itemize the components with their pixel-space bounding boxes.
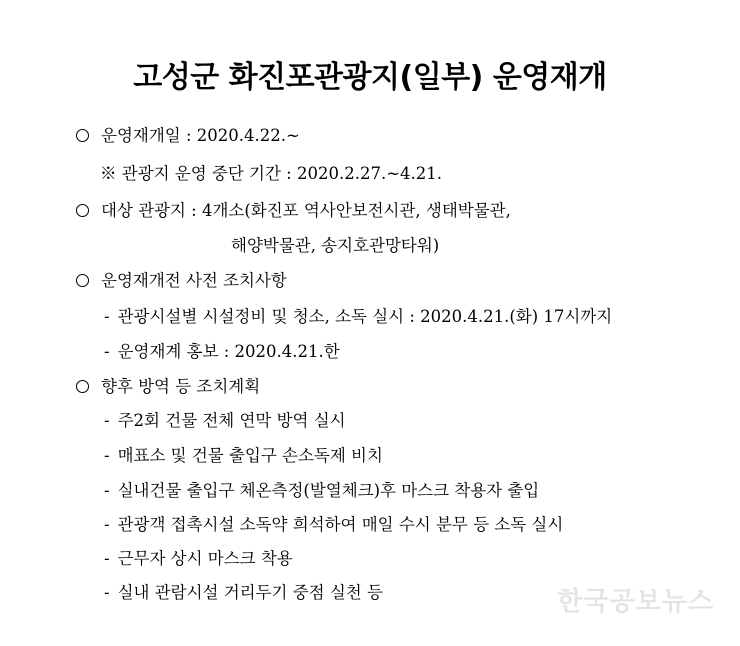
list-item [104, 341, 340, 363]
list-item [104, 445, 383, 467]
section-note: ※ 관광지 운영 중단 기간 : 2020.2.27.~4.21. [100, 164, 443, 183]
list-item-text: 실내 관람시설 거리두기 중점 실천 등 [117, 583, 383, 602]
section-reopen-date [76, 125, 300, 147]
section-label: 향후 방역 등 조치계획 [101, 377, 261, 396]
list-item [104, 514, 563, 536]
section-target-sites [76, 200, 511, 222]
dash-bullet: - [104, 342, 110, 361]
dash-bullet: - [104, 411, 110, 430]
dash-bullet: - [104, 515, 110, 534]
list-item-text: 근무자 상시 마스크 착용 [117, 549, 293, 568]
dash-bullet: - [104, 307, 110, 326]
circle-bullet-icon [76, 129, 89, 142]
section-label: 운영재개일 : 2020.4.22.~ [101, 126, 300, 145]
list-item-text: 매표소 및 건물 출입구 손소독제 비치 [117, 446, 383, 465]
section-label: 운영재개전 사전 조치사항 [101, 271, 287, 290]
circle-bullet-icon [76, 380, 89, 393]
list-item-text: 운영재계 홍보 : 2020.4.21.한 [117, 342, 340, 361]
dash-bullet: - [104, 583, 110, 602]
dash-bullet: - [104, 446, 110, 465]
list-item-text: 주2회 건물 전체 연막 방역 실시 [117, 411, 346, 430]
list-item [104, 582, 383, 604]
dash-bullet: - [104, 481, 110, 500]
list-item-text: 관광시설별 시설정비 및 청소, 소독 실시 : 2020.4.21.(화) 17시까지 [117, 307, 613, 326]
circle-bullet-icon [76, 274, 89, 287]
section-label: 대상 관광지 : 4개소(화진포 역사안보전시관, 생태박물관, [101, 201, 511, 220]
list-item-text: 관광객 접촉시설 소독약 희석하여 매일 수시 분무 등 소독 실시 [117, 515, 564, 534]
list-item-text: 실내건물 출입구 체온측정(발열체크)후 마스크 착용자 출입 [117, 481, 540, 500]
document-title: 고성군 화진포관광지(일부) 운영재개 [133, 60, 607, 95]
list-item [104, 410, 346, 432]
list-item [104, 548, 293, 570]
section-pre-measures [76, 270, 287, 292]
section-continuation: 해양박물관, 송지호관망타워) [231, 236, 440, 255]
circle-bullet-icon [76, 204, 89, 217]
list-item [104, 306, 612, 328]
section-future-plan [76, 376, 260, 398]
watermark: 한국공보뉴스 [557, 587, 714, 617]
list-item [104, 480, 539, 502]
dash-bullet: - [104, 549, 110, 568]
